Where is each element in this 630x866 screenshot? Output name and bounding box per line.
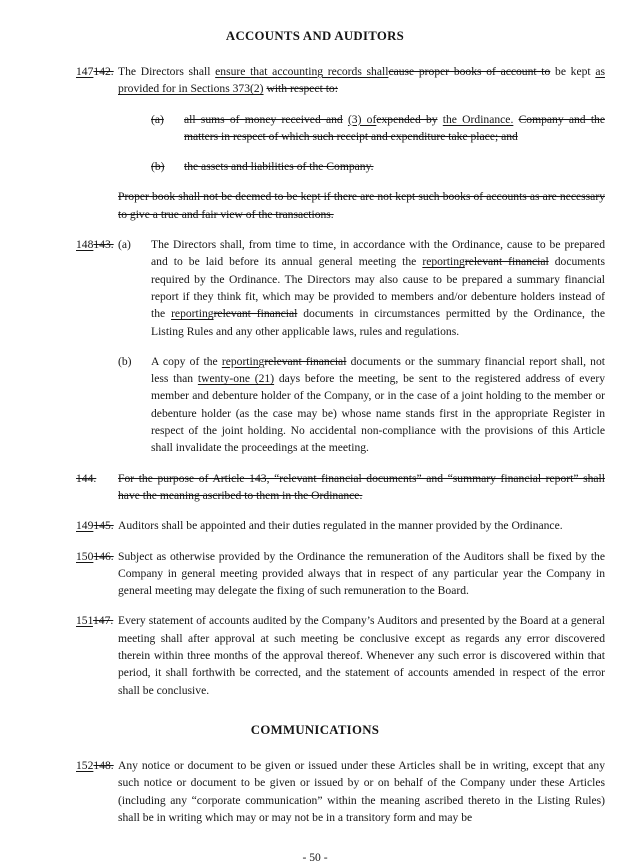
paragraph-label (151, 111, 184, 146)
article-item (76, 63, 605, 223)
page-number: - 50 - (302, 851, 328, 865)
article-item (76, 470, 605, 505)
article-content (118, 63, 605, 223)
paragraph (151, 111, 605, 146)
text-run: Any notice or document to be given or issued under these Articles shall be in writing, except that any such notice or document to be given or issued by or on behalf of the Company under these Articles (including any “corporate communication” within the meaning ascribed thereto in the Listing Rules) shall be in writing which may or may not be in a transitory form and may be (118, 758, 605, 824)
inserted-text: reporting (171, 307, 214, 321)
inserted-text: 149 (76, 519, 94, 533)
article-number (76, 548, 118, 600)
text-run: A copy of the (151, 354, 222, 368)
text-run: The Directors shall (118, 65, 216, 78)
deleted-text: with respect to: (266, 82, 338, 96)
article-content (118, 612, 605, 698)
deleted-text: 145. (93, 519, 114, 533)
text-run: The Directors shall, from time to time, in accordance with the Ordinance, cause to be prepared and to be laid before its annual general meeting the (151, 238, 605, 269)
article-content (118, 236, 605, 457)
paragraph-text (151, 353, 605, 457)
paragraph-text (184, 111, 605, 146)
section-heading: COMMUNICATIONS (250, 722, 380, 737)
article-item (76, 517, 605, 534)
article-content (118, 517, 605, 534)
inserted-text: twenty-one (21) (197, 372, 275, 386)
article-content (118, 548, 605, 600)
deleted-text: relevant financial (213, 307, 298, 321)
deleted-text: (a) (151, 112, 164, 126)
document-body (76, 28, 605, 839)
inserted-text: 147 (76, 65, 94, 78)
paragraph (118, 353, 605, 457)
paragraph (118, 470, 605, 505)
text-run: Subject as otherwise provided by the Ordinance the remuneration of the Auditors shall be fixed by the Company in general meeting provided always that in respect of any particular year the Company in general meeting may delegate the fixing of such remuneration to the Board. (118, 549, 605, 598)
text-run: Auditors shall be appointed and their duties regulated in the manner provided by the Ordinance. (118, 519, 563, 533)
inserted-text: reporting (221, 354, 265, 368)
article-content (118, 470, 605, 505)
paragraph-label (118, 236, 151, 340)
deleted-text: all sums of money received and (184, 112, 343, 126)
article-number (76, 470, 118, 505)
text-run: documents or the summary financial report shall, not less than (151, 354, 605, 386)
deleted-text: (b) (151, 160, 165, 174)
deleted-text: relevant financial (464, 255, 549, 269)
inserted-text: the Ordinance. (442, 112, 514, 126)
text-run: (a) (118, 238, 131, 252)
inserted-text: 148 (76, 238, 94, 252)
deleted-text: cause proper books of account to (388, 65, 551, 78)
deleted-text: Company and the matters in respect of which such receipt and expenditure take place; and (184, 112, 605, 143)
paragraph-text (184, 158, 605, 175)
article-number (76, 236, 118, 457)
article-item (76, 236, 605, 457)
deleted-text: 142. (93, 65, 114, 78)
inserted-text: reporting (422, 255, 465, 269)
paragraph (118, 63, 605, 98)
article-number (76, 612, 118, 698)
text-run: Every statement of accounts audited by the Company’s Auditors and presented by the Board at a general meeting shall after approval at such meeting be conclusive except as regards any error discovered therein within three months of the approval thereof. Whenever any such error is discovered within that period, it shall forthwith be corrected, and the statement of accounts amended in respect of the error shall be conclusive. (118, 614, 605, 697)
paragraph-text (151, 236, 605, 340)
deleted-text: For the purpose of Article 143, “relevant financial documents” and “summary financial report” shall have the meaning ascribed to them in the Ordinance. (118, 471, 605, 502)
paragraph (118, 188, 605, 223)
article-number (76, 517, 118, 534)
text-run: documents required by the Ordinance. The Directors may also cause to be prepared a summary financial report if they think fit, which may be provided to members and/or debenture holders instead of the (151, 255, 605, 321)
paragraph (118, 612, 605, 698)
deleted-text: 143. (93, 238, 114, 252)
inserted-text: 151 (76, 614, 93, 628)
inserted-text: as provided for in Sections 373(2) (118, 65, 605, 96)
paragraph (118, 236, 605, 340)
deleted-text: the assets and liabilities of the Company. (184, 160, 374, 174)
deleted-text: 144. (76, 471, 97, 485)
text-run: (b) (118, 354, 132, 368)
paragraph (118, 548, 605, 600)
text-run: documents in circumstances permitted by the Ordinance, the Listing Rules and any other applicable laws, rules and regulations. (151, 307, 605, 338)
section-heading: ACCOUNTS AND AUDITORS (225, 29, 405, 43)
text-run: days before the meeting, be sent to the registered address of every member and debenture holder of the Company, or in the case of a joint holding to the member or debenture holder (as the case may be) whose name stands first in the appropriate Register in respect of the joint holding. No accidental non-compliance with the provisions of this Article shall invalidate the proceedings at the meeting. (151, 372, 605, 455)
paragraph (118, 517, 605, 534)
deleted-text: Proper book shall not be deemed to be kept if there are not kept such books of accounts as are necessary to give a true and fair view of the transactions. (118, 190, 605, 221)
article-item (76, 548, 605, 600)
deleted-text: relevant financial (264, 354, 347, 368)
article-number (76, 63, 118, 223)
article-item (76, 612, 605, 698)
article-item (76, 757, 605, 826)
article-number (76, 757, 118, 826)
deleted-text: expended by (376, 112, 438, 126)
deleted-text: 146. (93, 549, 114, 563)
deleted-text: 147. (92, 614, 114, 628)
article-content (118, 757, 605, 826)
inserted-text: 150 (76, 549, 94, 563)
inserted-text: 152 (76, 758, 94, 772)
paragraph-label (118, 353, 151, 457)
paragraph (118, 757, 605, 826)
inserted-text: (3) of (347, 112, 377, 126)
deleted-text: 148. (93, 758, 114, 772)
inserted-text: ensure that accounting records shall (215, 65, 389, 78)
paragraph (151, 158, 605, 175)
text-run: be kept (550, 65, 596, 78)
paragraph-label (151, 158, 184, 175)
